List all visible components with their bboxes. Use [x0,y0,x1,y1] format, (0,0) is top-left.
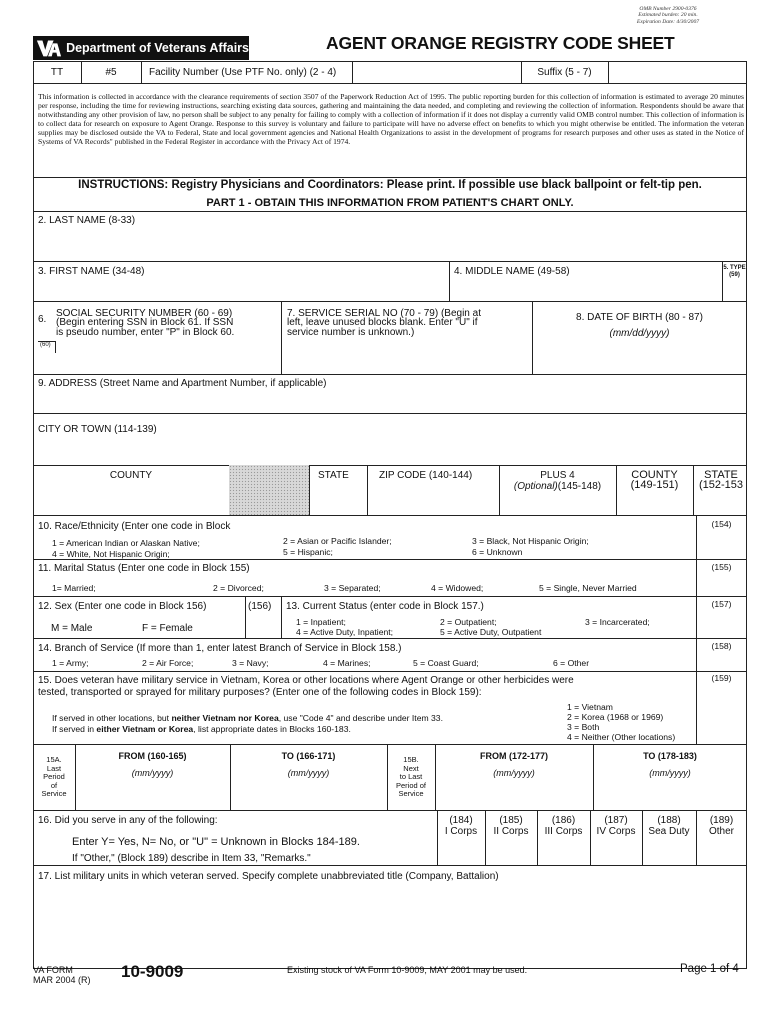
iii-corps-field[interactable] [537,815,590,837]
sex-block-code[interactable]: (156) [248,601,272,612]
county-code-label: COUNTY [631,469,678,481]
city-field[interactable]: CITY OR TOWN (114-139) [38,424,157,435]
last-period-from-field[interactable]: FROM (160-165) [118,751,187,761]
location-option-4: 4 = Neither (Other locations) [567,732,676,742]
location-note-2 [52,725,351,735]
location-note-1 [52,714,443,724]
ssn-number: 6. [38,314,47,325]
branch-option-4: 4 = Marines; [323,658,371,668]
15b-l2: Next [403,763,419,773]
first-name-field[interactable]: 3. FIRST NAME (34-48) [38,266,145,277]
state-code-block: (152-153 [698,479,744,491]
current-status-field[interactable]: 13. Current Status (enter code in Block 157.) [286,601,484,612]
divider [281,596,282,638]
location-option-2: 2 = Korea (1968 or 1969) [567,712,664,722]
divider [33,211,747,212]
branch-option-5: 5 = Coast Guard; [413,658,479,668]
divider [33,671,747,672]
zip-field[interactable]: ZIP CODE (140-144) [379,470,473,481]
ii-corps-code: (185) [499,815,523,826]
address-field[interactable]: 9. ADDRESS (Street Name and Apartment Number, if applicable) [38,378,327,389]
iv-corps-field[interactable] [590,815,642,837]
plus4-block: (145-148) [557,481,602,492]
marital-status-field[interactable]: 11. Marital Status (Enter one code in Block 155) [38,563,250,574]
15b-l3: to Last [399,772,423,781]
marital-block-code[interactable]: (155) [711,562,732,572]
ssn-note2: is pseudo number, enter "P" in Block 60. [56,326,235,338]
va-form-label: VA FORM [33,965,73,975]
divider [309,465,310,515]
county-code-field[interactable] [616,470,693,490]
service-location-question-2: tested, transported or sprayed for military purposes? (Enter one of the following codes in Block 159): [38,687,482,698]
divider [33,374,747,375]
divider [33,261,747,262]
type-field[interactable] [722,265,747,279]
divider [33,810,747,811]
department-name: Department of Veterans Affairs [66,41,249,55]
dob-format: (mm/dd/yyyy) [609,328,670,339]
divider [352,61,353,83]
next-period-to-field[interactable]: TO (178-183) [643,751,697,761]
location-option-3: 3 = Both [567,722,600,732]
divider [367,465,368,515]
status-block-code[interactable]: (157) [711,599,732,609]
race-option-3: 3 = Black, Not Hispanic Origin; [472,536,589,546]
footer-form-label [33,965,91,985]
service-areas-instruction: Enter Y= Yes, N= No, or "U" = Unknown in Blocks 184-189. [72,836,360,848]
form-revision-date: MAR 2004 (R) [33,975,91,985]
state-code-label: STATE [704,469,738,481]
ssn-block-code: (60) [40,342,51,348]
sex-option-male: M = Male [51,623,93,634]
divider [55,341,56,353]
other-service-field[interactable] [696,815,747,837]
ssn-label: SOCIAL SECURITY NUMBER (60 - 69) [56,308,233,319]
divider [33,865,747,866]
marital-option-2: 2 = Divorced; [213,583,264,593]
divider [33,413,747,414]
plus4-field[interactable]: PLUS 4 [540,470,575,481]
serial-note1: left, leave unused blocks blank. Enter "U" if [287,317,478,329]
service-areas-other-note: If "Other," (Block 189) describe in Item 33, "Remarks." [72,853,311,864]
type-label: 5. TYPE [723,265,746,271]
last-name-field[interactable]: 2. LAST NAME (8-33) [38,215,136,226]
middle-name-field[interactable]: 4. MIDDLE NAME (49-58) [454,266,570,277]
divider [33,177,747,178]
divider [141,61,142,83]
plus4-optional: (Optional) [513,481,558,492]
county-field[interactable]: COUNTY [109,470,153,481]
divider [33,465,747,466]
branch-option-3: 3 = Navy; [232,658,269,668]
note1-bold: neither Vietnam nor Korea [171,713,279,723]
next-period-from-format: (mm/yyyy) [493,768,535,778]
i-corps-code: (184) [449,815,473,826]
ssn-note1: (Begin entering SSN in Block 61. If SSN [56,317,234,329]
omb-number: OMB Number 2900-0376 [639,6,697,12]
number-field[interactable]: #5 [105,67,117,78]
marital-option-5: 5 = Single, Never Married [539,583,637,593]
divider [33,515,747,516]
race-option-2: 2 = Asian or Pacific Islander; [283,536,392,546]
divider [33,744,747,745]
last-period-label [33,756,75,799]
note2-start: If served in [52,724,97,734]
location-option-1: 1 = Vietnam [567,702,613,712]
race-field[interactable]: 10. Race/Ethnicity (Enter one code in Block [38,521,231,532]
race-option-1: 1 = American Indian or Alaskan Native; [52,538,200,548]
note2-bold: either Vietnam or Korea [96,724,194,734]
military-units-field[interactable]: 17. List military units in which veteran served. Specify complete unabbreviated title (Company, Battalion) [38,871,499,882]
divider [449,261,450,301]
paperwork-notice: This information is collected in accordance with the clearance requirements of section 3507 of the Paperwork Reduction Act of 1995. The public reporting burden for this collection of information is estimated to average 20 minutes per response, including the time for reviewing instructions, searching existing data sources, gathering and maintaining the data needed, and completing and reviewing the collection of information. Respondents should be aware that notwithstanding any other provision of law, no person shall be subject to any penalty for failing to comply with a collection of information if it does not display a currently valid OMB control number. This collection of information is to collect data for research on exposure to Agent Orange. Response to this survey is voluntary and failure to participate will have no adverse effect on benefits to which you might otherwise be entitled. The information the veteran supplies may be disclosed outside the VA to Federal, State and local government agencies and National Health Organizations to assist in the development of programs for research purposes and other uses as stated in the Notice of Systems of VA Records" published in the Federal Register in accordance with the Privacy Act of 1974. [38,92,744,146]
status-option-2: 2 = Outpatient; [440,617,497,627]
service-serial-field[interactable] [287,309,481,337]
i-corps-label: I Corps [444,826,478,837]
divider [696,515,697,744]
race-option-5: 5 = Hispanic; [283,547,333,557]
branch-option-6: 6 = Other [553,658,590,668]
15b-l4: Period of [395,780,427,790]
divider [33,596,747,597]
last-period-from-format: (mm/yyyy) [131,768,174,778]
serial-note2: service number is unknown.) [287,326,415,338]
15a-l2: Last [46,763,62,773]
va-seal-icon [35,37,61,59]
branch-field[interactable]: 14. Branch of Service (If more than 1, enter latest Branch of Service in Block 158.) [38,643,402,654]
status-option-4: 4 = Active Duty, Inpatient; [296,627,394,637]
page-number: Page 1 of 4 [680,963,739,975]
15a-num: 15A. [46,755,62,764]
serial-label: 7. SERVICE SERIAL NO (70 - 79) (Begin at [287,308,481,319]
i-corps-field[interactable] [437,815,485,837]
next-period-label [387,756,435,799]
race-block-code[interactable]: (154) [711,519,732,529]
service-location-question[interactable]: 15. Does veteran have military service in Vietnam, Korea or other locations where Agent Orange or other herbicides were [38,675,574,686]
branch-option-2: 2 = Air Force; [142,658,194,668]
instructions: INSTRUCTIONS: Registry Physicians and Coordinators: Please print. If possible use black ballpoint or felt-tip pen. [78,179,702,191]
sex-field[interactable]: 12. Sex (Enter one code in Block 156) [38,601,207,612]
status-option-5: 5 = Active Duty, Outpatient [440,627,542,637]
service-areas-question: 16. Did you serve in any of the following: [38,815,218,826]
part1-heading: PART 1 - OBTAIN THIS INFORMATION FROM PATIENT'S CHART ONLY. [206,197,574,209]
divider [245,596,246,638]
15a-l5: Service [41,789,67,798]
dob-field[interactable]: 8. DATE OF BIRTH (80 - 87) [576,312,703,323]
marital-option-1: 1= Married; [52,583,96,593]
tt-field[interactable]: TT [50,67,64,78]
branch-block-code[interactable]: (158) [711,641,732,651]
race-option-4: 4 = White, Not Hispanic Origin; [52,549,170,559]
form-title: AGENT ORANGE REGISTRY CODE SHEET [326,33,675,53]
next-period-to-format: (mm/yyyy) [649,768,691,778]
iii-corps-label: III Corps [544,826,583,837]
sea-duty-field[interactable] [642,815,696,837]
sex-option-female: F = Female [142,623,193,634]
omb-expiration: Expiration Date: 4/30/2007 [636,18,700,25]
divider [33,638,747,639]
iv-corps-code: (187) [604,815,628,826]
status-option-1: 1 = Inpatient; [296,617,346,627]
iv-corps-label: IV Corps [596,826,636,837]
other-service-label: Other [708,826,734,837]
last-period-to-field[interactable]: TO (166-171) [281,751,336,761]
15b-num: 15B. [403,755,419,764]
race-option-6: 6 = Unknown [472,547,523,557]
county-code-block: (149-151) [630,479,679,491]
omb-info [600,6,736,25]
plus4-codes [499,481,616,492]
divider [33,83,747,84]
15a-l3: Period [43,772,65,781]
note1-end: , use "Code 4" and describe under Item 33. [278,713,443,723]
divider [33,301,747,302]
next-period-from-field[interactable]: FROM (172-177) [479,751,549,761]
status-option-3: 3 = Incarcerated; [585,617,650,627]
state-field[interactable]: STATE [318,470,349,481]
suffix-field[interactable]: Suffix (5 - 7) [537,67,592,78]
15b-l5: Service [398,789,424,798]
type-code: (59) [729,272,740,278]
shaded-block [229,465,309,515]
divider [281,301,282,374]
sea-duty-code: (188) [657,815,681,826]
ii-corps-label: II Corps [493,826,529,837]
omb-burden: Estimated burden: 20 min. [638,12,698,19]
15a-l4: of [50,780,58,790]
sea-duty-label: Sea Duty [648,826,690,837]
facility-number-field[interactable]: Facility Number (Use PTF No. only) (2 - 4) [149,67,337,78]
note2-end: , list appropriate dates in Blocks 160-183. [193,724,351,734]
state-code-field[interactable] [693,470,749,490]
last-period-to-format: (mm/yyyy) [287,768,330,778]
form-number: 10-9009 [121,962,184,981]
divider [33,559,747,560]
iii-corps-code: (186) [551,815,576,826]
ssn-field[interactable] [56,309,234,337]
ii-corps-field[interactable] [485,815,537,837]
branch-option-1: 1 = Army; [52,658,89,668]
marital-option-3: 3 = Separated; [324,583,381,593]
stock-note: Existing stock of VA Form 10-9009, MAY 2001 may be used. [287,965,528,975]
marital-option-4: 4 = Widowed; [431,583,484,593]
other-service-code: (189) [709,815,734,826]
divider [608,61,609,83]
note1-start: If served in other locations, but [52,713,172,723]
va-logo [33,36,249,60]
service-location-block-code[interactable]: (159) [711,673,732,683]
